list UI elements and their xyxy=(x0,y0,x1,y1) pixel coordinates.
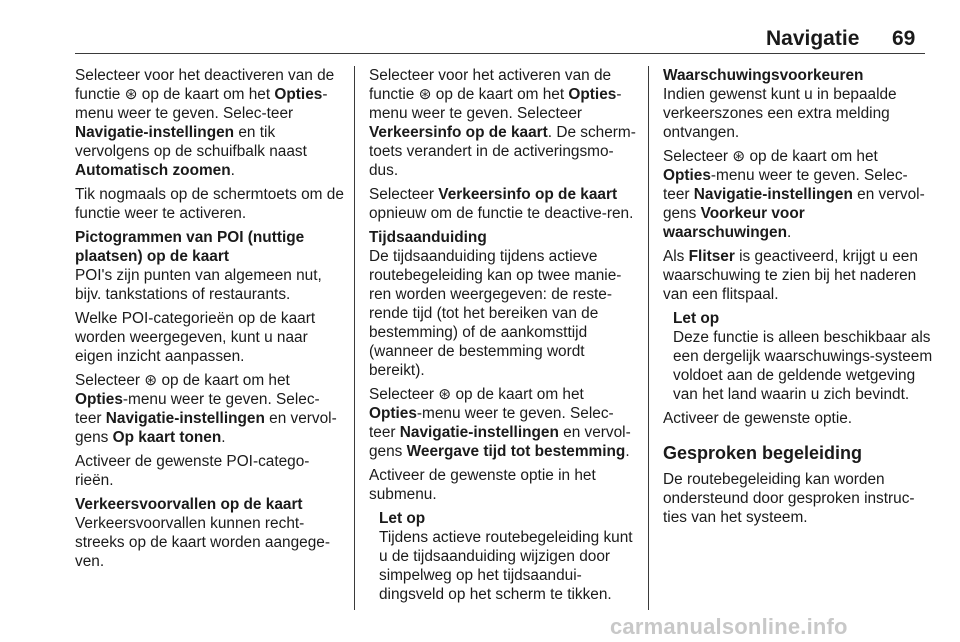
page-header xyxy=(0,0,960,60)
map-options-icon: ⊛ xyxy=(732,148,746,165)
paragraph: Selecteer ⊛ op de kaart om het Opties-menu weer te geven. Selec-teer Navigatie-instellingen en vervol-gens Weergave tijd tot bestemming. xyxy=(369,386,631,460)
paragraph: POI's zijn punten van algemeen nut, bijv. tankstations of restaurants. xyxy=(75,267,322,303)
paragraph: Selecteer Verkeersinfo op de kaart opnieuw om de functie te deactive-ren. xyxy=(369,186,634,222)
section-heading: Pictogrammen van POI (nuttige plaatsen) op de kaart xyxy=(75,229,305,265)
note-text: Deze functie is alleen beschikbaar als een dergelijk waarschuwings-systeem voldoet aan de geldende wetgeving van het land waarin u zich bevindt. xyxy=(673,329,933,403)
paragraph: Activeer de gewenste POI-catego-rieën. xyxy=(75,453,310,489)
paragraph: De tijdsaanduiding tijdens actieve routebegeleiding kan op twee manie-ren worden weergegeven: de reste-rende tijd (tot het bereiken van de bestemming) of de aankomsttijd (wanneer de bestemming wordt bereikt). xyxy=(369,248,622,379)
paragraph: Welke POI-categorieën op de kaart worden weergegeven, kunt u naar eigen inzicht aanpassen. xyxy=(75,310,316,365)
paragraph: Activeer de gewenste optie in het submenu. xyxy=(369,467,596,503)
section-heading-large: Gesproken begeleiding xyxy=(663,443,863,463)
paragraph: Indien gewenst kunt u in bepaalde verkeerszones een extra melding ontvangen. xyxy=(663,86,897,141)
paragraph: De routebegeleiding kan worden ondersteund door gesproken instruc-ties van het systeem. xyxy=(663,471,915,526)
column-2 xyxy=(369,66,639,609)
note-box xyxy=(673,309,933,404)
section-heading: Waarschuwingsvoorkeuren xyxy=(663,67,864,84)
column-1 xyxy=(75,66,345,576)
note-box xyxy=(379,509,639,604)
map-options-icon: ⊛ xyxy=(144,372,158,389)
header-divider xyxy=(75,53,925,54)
map-options-icon: ⊛ xyxy=(438,386,452,403)
paragraph: Selecteer voor het deactiveren van de functie ⊛ op de kaart om het Opties-menu weer te geven. Selec-teer Navigatie-instellingen en tik vervolgens op de schuifbalk naast Automatisch zoomen. xyxy=(75,67,335,179)
section-heading: Tijdsaanduiding xyxy=(369,229,487,246)
paragraph: Selecteer ⊛ op de kaart om het Opties-menu weer te geven. Selec-teer Navigatie-instellingen en vervol-gens Op kaart tonen. xyxy=(75,372,337,446)
paragraph: Activeer de gewenste optie. xyxy=(663,410,853,427)
paragraph: Verkeersvoorvallen kunnen recht-streeks op de kaart worden aangege-ven. xyxy=(75,515,330,570)
map-options-icon: ⊛ xyxy=(418,86,432,103)
paragraph: Selecteer ⊛ op de kaart om het Opties-menu weer te geven. Selec-teer Navigatie-instellingen en vervol-gens Voorkeur voor waarschuwingen. xyxy=(663,148,925,241)
paragraph: Selecteer voor het activeren van de functie ⊛ op de kaart om het Opties-menu weer te geven. Selecteer Verkeersinfo op de kaart. De scherm-toets verandert in de activeringsmo-dus. xyxy=(369,67,636,179)
page-number: 69 xyxy=(892,27,916,50)
watermark: carmanualsonline.info xyxy=(610,614,848,639)
note-title: Let op xyxy=(379,510,426,527)
note-title: Let op xyxy=(673,310,720,327)
paragraph: Als Flitser is geactiveerd, krijgt u een waarschuwing te zien bij het naderen van een flitspaal. xyxy=(663,248,918,303)
column-divider-2 xyxy=(648,66,649,610)
section-heading: Verkeersvoorvallen op de kaart xyxy=(75,496,303,513)
paragraph: Tik nogmaals op de schermtoets om de functie weer te activeren. xyxy=(75,186,344,222)
page-title: Navigatie xyxy=(766,27,860,50)
map-options-icon: ⊛ xyxy=(124,86,138,103)
note-text: Tijdens actieve routebegeleiding kunt u de tijdsaanduiding wijzigen door simpelweg op het tijdsaandui-dingsveld op het scherm te tikken. xyxy=(379,529,633,603)
column-divider-1 xyxy=(354,66,355,610)
column-3 xyxy=(663,66,933,532)
